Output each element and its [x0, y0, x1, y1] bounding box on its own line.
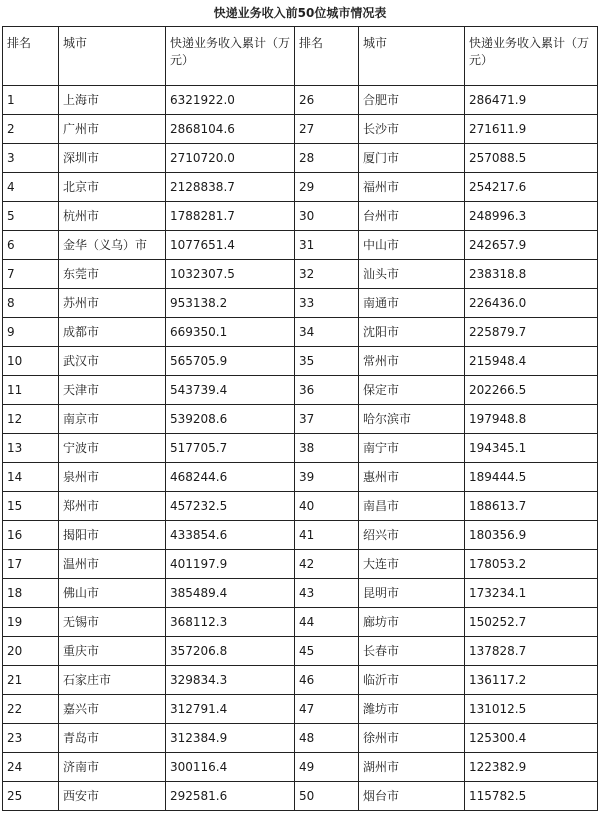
cell-right-rank: 30 [295, 202, 359, 231]
cell-right-rank: 40 [295, 492, 359, 521]
cell-right-city: 福州市 [359, 173, 465, 202]
cell-right-rank: 47 [295, 695, 359, 724]
cell-left-revenue: 2128838.7 [166, 173, 295, 202]
cell-right-rank: 32 [295, 260, 359, 289]
cell-left-rank: 8 [3, 289, 59, 318]
cell-left-city: 佛山市 [59, 579, 166, 608]
cell-left-rank: 12 [3, 405, 59, 434]
cell-right-revenue: 194345.1 [465, 434, 598, 463]
table-row [3, 86, 598, 115]
cell-left-city: 金华（义乌）市 [59, 231, 166, 260]
cell-right-revenue: 271611.9 [465, 115, 598, 144]
cell-right-revenue: 137828.7 [465, 637, 598, 666]
cell-left-rank: 14 [3, 463, 59, 492]
cell-right-rank: 31 [295, 231, 359, 260]
cell-right-city: 沈阳市 [359, 318, 465, 347]
cell-right-revenue: 115782.5 [465, 782, 598, 811]
cell-left-rank: 15 [3, 492, 59, 521]
cell-right-rank: 26 [295, 86, 359, 115]
cell-right-rank: 45 [295, 637, 359, 666]
cell-right-rank: 42 [295, 550, 359, 579]
table-row [3, 579, 598, 608]
cell-left-revenue: 1788281.7 [166, 202, 295, 231]
table-row [3, 173, 598, 202]
cell-right-rank: 46 [295, 666, 359, 695]
table-title: 快递业务收入前50位城市情况表 [213, 6, 387, 20]
cell-left-rank: 22 [3, 695, 59, 724]
cell-left-city: 南京市 [59, 405, 166, 434]
table-row [3, 521, 598, 550]
cell-left-city: 苏州市 [59, 289, 166, 318]
cell-left-city: 杭州市 [59, 202, 166, 231]
cell-left-rank: 2 [3, 115, 59, 144]
cell-right-revenue: 248996.3 [465, 202, 598, 231]
cell-left-city: 深圳市 [59, 144, 166, 173]
cell-right-city: 湖州市 [359, 753, 465, 782]
cell-left-revenue: 565705.9 [166, 347, 295, 376]
cell-right-city: 南昌市 [359, 492, 465, 521]
cell-right-rank: 37 [295, 405, 359, 434]
cell-right-revenue: 202266.5 [465, 376, 598, 405]
cell-left-revenue: 543739.4 [166, 376, 295, 405]
header-revenue: 快递业务收入累计（万元） [465, 27, 598, 86]
cell-right-rank: 49 [295, 753, 359, 782]
cell-right-city: 临沂市 [359, 666, 465, 695]
cell-left-revenue: 329834.3 [166, 666, 295, 695]
table-row [3, 724, 598, 753]
table-row [3, 144, 598, 173]
cell-right-revenue: 131012.5 [465, 695, 598, 724]
cell-right-revenue: 254217.6 [465, 173, 598, 202]
cell-right-rank: 35 [295, 347, 359, 376]
express-revenue-table [2, 26, 598, 811]
cell-right-revenue: 189444.5 [465, 463, 598, 492]
cell-right-city: 烟台市 [359, 782, 465, 811]
cell-left-city: 武汉市 [59, 347, 166, 376]
cell-left-revenue: 517705.7 [166, 434, 295, 463]
cell-left-rank: 5 [3, 202, 59, 231]
cell-right-revenue: 122382.9 [465, 753, 598, 782]
cell-right-rank: 43 [295, 579, 359, 608]
cell-left-city: 北京市 [59, 173, 166, 202]
cell-right-city: 长春市 [359, 637, 465, 666]
cell-right-city: 潍坊市 [359, 695, 465, 724]
table-row [3, 695, 598, 724]
cell-left-city: 成都市 [59, 318, 166, 347]
cell-left-city: 济南市 [59, 753, 166, 782]
header-rank: 排名 [3, 27, 59, 86]
cell-left-revenue: 368112.3 [166, 608, 295, 637]
table-row [3, 753, 598, 782]
cell-left-revenue: 457232.5 [166, 492, 295, 521]
table-row [3, 202, 598, 231]
cell-left-rank: 16 [3, 521, 59, 550]
cell-left-city: 嘉兴市 [59, 695, 166, 724]
cell-left-revenue: 300116.4 [166, 753, 295, 782]
cell-left-revenue: 1077651.4 [166, 231, 295, 260]
header-city: 城市 [59, 27, 166, 86]
cell-left-revenue: 669350.1 [166, 318, 295, 347]
cell-left-revenue: 2710720.0 [166, 144, 295, 173]
cell-left-city: 揭阳市 [59, 521, 166, 550]
cell-right-revenue: 125300.4 [465, 724, 598, 753]
cell-left-rank: 19 [3, 608, 59, 637]
header-revenue: 快递业务收入累计（万元） [166, 27, 295, 86]
table-row [3, 318, 598, 347]
cell-right-city: 绍兴市 [359, 521, 465, 550]
cell-right-rank: 38 [295, 434, 359, 463]
cell-left-rank: 9 [3, 318, 59, 347]
cell-right-revenue: 226436.0 [465, 289, 598, 318]
cell-right-city: 昆明市 [359, 579, 465, 608]
cell-left-city: 石家庄市 [59, 666, 166, 695]
cell-left-city: 泉州市 [59, 463, 166, 492]
cell-left-rank: 18 [3, 579, 59, 608]
cell-left-revenue: 6321922.0 [166, 86, 295, 115]
cell-right-rank: 28 [295, 144, 359, 173]
cell-right-revenue: 173234.1 [465, 579, 598, 608]
cell-right-city: 厦门市 [359, 144, 465, 173]
cell-right-rank: 27 [295, 115, 359, 144]
table-header-row [3, 27, 598, 86]
table-row [3, 347, 598, 376]
cell-left-revenue: 539208.6 [166, 405, 295, 434]
cell-right-city: 合肥市 [359, 86, 465, 115]
table-row [3, 405, 598, 434]
cell-left-city: 无锡市 [59, 608, 166, 637]
cell-left-rank: 7 [3, 260, 59, 289]
cell-right-city: 徐州市 [359, 724, 465, 753]
cell-right-revenue: 178053.2 [465, 550, 598, 579]
cell-left-revenue: 292581.6 [166, 782, 295, 811]
cell-right-city: 南宁市 [359, 434, 465, 463]
cell-right-rank: 34 [295, 318, 359, 347]
cell-right-revenue: 136117.2 [465, 666, 598, 695]
table-row [3, 637, 598, 666]
cell-left-rank: 3 [3, 144, 59, 173]
header-rank: 排名 [295, 27, 359, 86]
cell-left-revenue: 385489.4 [166, 579, 295, 608]
cell-right-revenue: 150252.7 [465, 608, 598, 637]
cell-left-rank: 17 [3, 550, 59, 579]
cell-right-rank: 41 [295, 521, 359, 550]
cell-left-revenue: 312384.9 [166, 724, 295, 753]
cell-left-rank: 4 [3, 173, 59, 202]
table-row [3, 492, 598, 521]
cell-right-revenue: 238318.8 [465, 260, 598, 289]
header-city: 城市 [359, 27, 465, 86]
cell-left-city: 东莞市 [59, 260, 166, 289]
cell-left-city: 西安市 [59, 782, 166, 811]
cell-right-city: 长沙市 [359, 115, 465, 144]
cell-left-revenue: 2868104.6 [166, 115, 295, 144]
table-row [3, 434, 598, 463]
table-row [3, 231, 598, 260]
cell-left-rank: 6 [3, 231, 59, 260]
cell-left-city: 郑州市 [59, 492, 166, 521]
cell-left-rank: 13 [3, 434, 59, 463]
cell-left-revenue: 433854.6 [166, 521, 295, 550]
cell-right-city: 惠州市 [359, 463, 465, 492]
cell-right-city: 汕头市 [359, 260, 465, 289]
table-row [3, 608, 598, 637]
cell-right-rank: 50 [295, 782, 359, 811]
table-body [3, 27, 598, 811]
cell-right-revenue: 197948.8 [465, 405, 598, 434]
cell-left-rank: 10 [3, 347, 59, 376]
table-row [3, 115, 598, 144]
cell-right-rank: 48 [295, 724, 359, 753]
cell-right-rank: 39 [295, 463, 359, 492]
cell-left-revenue: 1032307.5 [166, 260, 295, 289]
cell-right-rank: 44 [295, 608, 359, 637]
cell-left-rank: 1 [3, 86, 59, 115]
cell-right-city: 大连市 [359, 550, 465, 579]
cell-left-revenue: 357206.8 [166, 637, 295, 666]
table-row [3, 666, 598, 695]
table-row [3, 260, 598, 289]
cell-left-rank: 21 [3, 666, 59, 695]
table-row [3, 289, 598, 318]
cell-right-rank: 29 [295, 173, 359, 202]
cell-right-revenue: 225879.7 [465, 318, 598, 347]
cell-left-revenue: 401197.9 [166, 550, 295, 579]
cell-left-rank: 20 [3, 637, 59, 666]
cell-right-revenue: 286471.9 [465, 86, 598, 115]
cell-right-city: 中山市 [359, 231, 465, 260]
cell-left-rank: 23 [3, 724, 59, 753]
cell-right-city: 廊坊市 [359, 608, 465, 637]
table-row [3, 782, 598, 811]
cell-right-city: 保定市 [359, 376, 465, 405]
cell-left-revenue: 953138.2 [166, 289, 295, 318]
cell-left-city: 青岛市 [59, 724, 166, 753]
table-row [3, 550, 598, 579]
cell-left-city: 天津市 [59, 376, 166, 405]
cell-right-revenue: 215948.4 [465, 347, 598, 376]
cell-right-city: 南通市 [359, 289, 465, 318]
cell-right-revenue: 257088.5 [465, 144, 598, 173]
table-row [3, 376, 598, 405]
cell-left-rank: 24 [3, 753, 59, 782]
cell-left-city: 温州市 [59, 550, 166, 579]
cell-left-city: 上海市 [59, 86, 166, 115]
cell-left-city: 广州市 [59, 115, 166, 144]
cell-right-revenue: 242657.9 [465, 231, 598, 260]
cell-left-rank: 11 [3, 376, 59, 405]
cell-right-city: 哈尔滨市 [359, 405, 465, 434]
cell-right-revenue: 188613.7 [465, 492, 598, 521]
table-row [3, 463, 598, 492]
cell-left-city: 重庆市 [59, 637, 166, 666]
cell-left-revenue: 312791.4 [166, 695, 295, 724]
cell-right-city: 台州市 [359, 202, 465, 231]
cell-right-rank: 36 [295, 376, 359, 405]
cell-right-city: 常州市 [359, 347, 465, 376]
cell-left-rank: 25 [3, 782, 59, 811]
cell-left-revenue: 468244.6 [166, 463, 295, 492]
cell-right-revenue: 180356.9 [465, 521, 598, 550]
cell-right-rank: 33 [295, 289, 359, 318]
cell-left-city: 宁波市 [59, 434, 166, 463]
